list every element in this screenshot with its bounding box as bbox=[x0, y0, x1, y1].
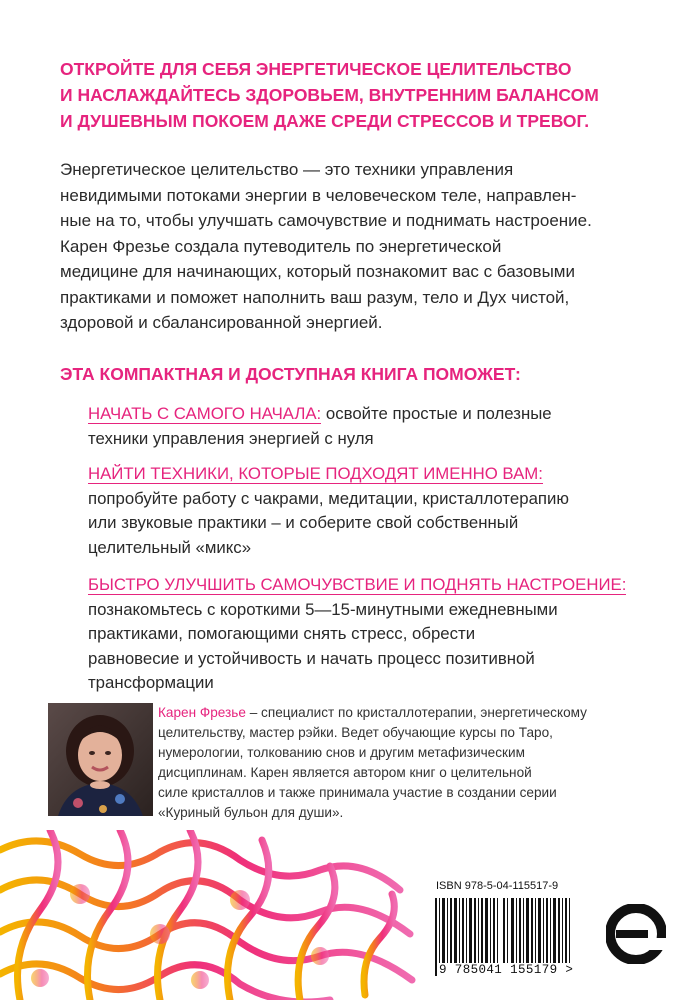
intro-paragraph bbox=[60, 157, 670, 336]
author-bio bbox=[158, 703, 688, 823]
intro-line: ные на то, чтобы улучшать самочувствие и поднимать настроение. bbox=[60, 211, 592, 230]
bio-line: силе кристаллов и также принимала участие в создании серии bbox=[158, 785, 557, 800]
benefit-lead: НАЧАТЬ С САМОГО НАЧАЛА: bbox=[88, 404, 322, 423]
headline bbox=[60, 56, 680, 134]
headline-line: ОТКРОЙТЕ ДЛЯ СЕБЯ ЭНЕРГЕТИЧЕСКОЕ ЦЕЛИТЕЛЬСТВО bbox=[60, 59, 572, 79]
bio-line: дисциплинам. Карен является автором книг о целительной bbox=[158, 765, 532, 780]
benefit-lead: БЫСТРО УЛУЧШИТЬ САМОЧУВСТВИЕ И ПОДНЯТЬ НАСТРОЕНИЕ: bbox=[88, 575, 627, 594]
benefit-text: освойте простые и полезные bbox=[321, 404, 552, 423]
benefit-item bbox=[88, 573, 678, 696]
benefit-line: трансформации bbox=[88, 673, 214, 692]
bio-line: «Куриный бульон для души». bbox=[158, 805, 344, 820]
intro-line: здоровой и сбалансированной энергией. bbox=[60, 313, 383, 332]
isbn-label: ISBN 978-5-04-115517-9 bbox=[436, 880, 559, 892]
author-photo bbox=[48, 703, 153, 816]
barcode-number: 9 785041 155179 > bbox=[439, 963, 574, 977]
bio-line: целительству, мастер рэйки. Ведет обучающие курсы по Таро, bbox=[158, 725, 553, 740]
bio-line: нумерологии, толкованию снов и другим метафизическим bbox=[158, 745, 525, 760]
benefit-line: техники управления энергией с нуля bbox=[88, 428, 374, 448]
intro-line: Карен Фрезье создала путеводитель по энергетической bbox=[60, 236, 502, 256]
intro-line: медицине для начинающих, который познакомит вас с базовыми bbox=[60, 262, 575, 281]
intro-line: Энергетическое целительство — это техники управления bbox=[60, 160, 514, 179]
benefit-item bbox=[88, 402, 678, 451]
benefit-line: целительный «микс» bbox=[88, 537, 252, 557]
eksmo-e-icon bbox=[606, 904, 666, 964]
headline-line: И ДУШЕВНЫМ ПОКОЕМ ДАЖЕ СРЕДИ СТРЕССОВ И ТРЕВОГ. bbox=[60, 111, 590, 131]
benefits-heading: ЭТА КОМПАКТНАЯ И ДОСТУПНАЯ КНИГА ПОМОЖЕТ: bbox=[60, 364, 521, 384]
intro-line: практиками и поможет наполнить ваш разум, тело и Дух чистой, bbox=[60, 287, 570, 307]
benefit-lead: НАЙТИ ТЕХНИКИ, КОТОРЫЕ ПОДХОДЯТ ИМЕННО ВАМ: bbox=[88, 464, 543, 483]
benefit-line: практиками, помогающими снять стресс, обрести bbox=[88, 624, 476, 643]
benefit-line: равновесие и устойчивость и начать процесс позитивной bbox=[88, 648, 535, 668]
benefit-line: попробуйте работу с чакрами, медитации, кристаллотерапию bbox=[88, 488, 569, 508]
benefit-item bbox=[88, 462, 678, 560]
bio-text: – специалист по кристаллотерапии, энергетическому bbox=[245, 705, 587, 720]
benefit-line: познакомьтесь с короткими 5—15-минутными ежедневными bbox=[88, 599, 558, 619]
headline-line: И НАСЛАЖДАЙТЕСЬ ЗДОРОВЬЕМ, ВНУТРЕННИМ БАЛАНСОМ bbox=[60, 85, 599, 105]
benefit-line: или звуковые практики – и соберите свой собственный bbox=[88, 513, 519, 532]
author-name: Карен Фрезье bbox=[158, 705, 246, 720]
decorative-net-graphic bbox=[0, 830, 420, 1000]
intro-line: невидимыми потоками энергии в человеческом теле, направлен- bbox=[60, 185, 577, 205]
